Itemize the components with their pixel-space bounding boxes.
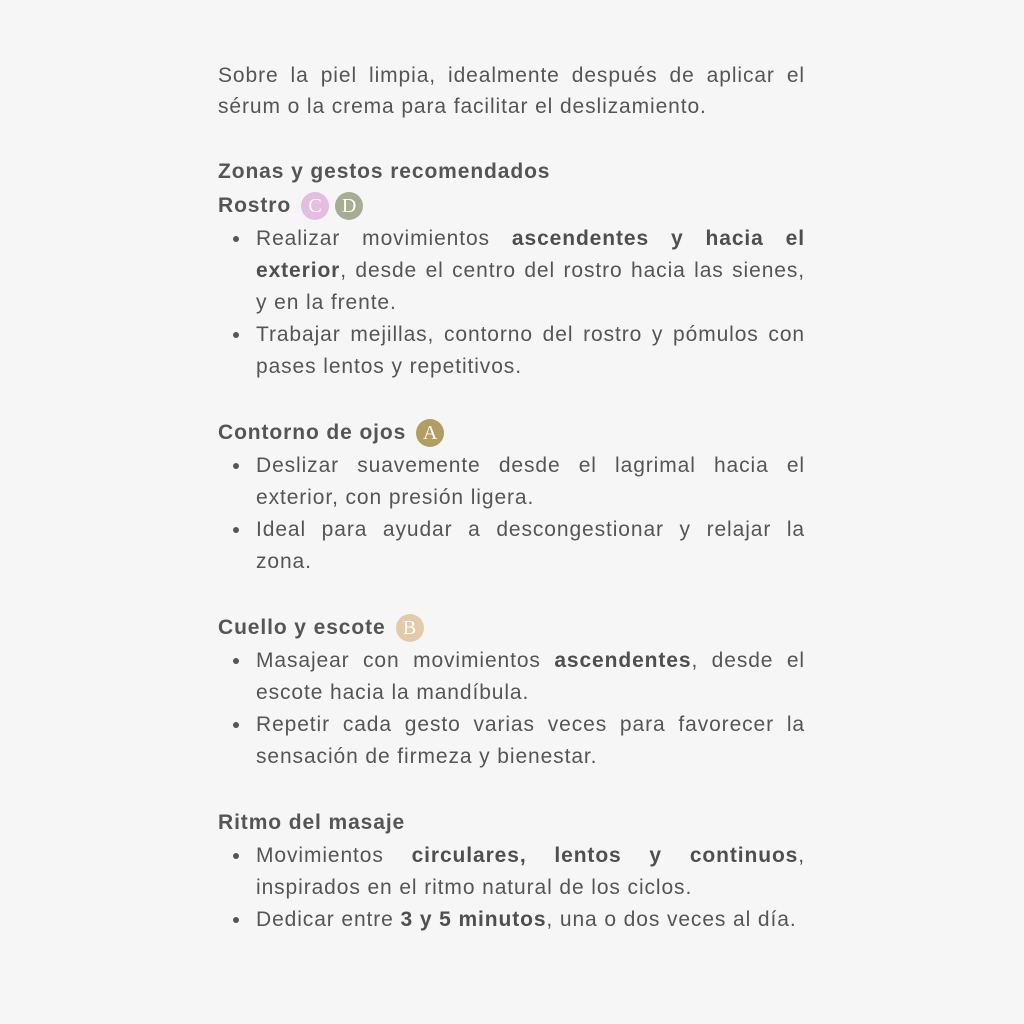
list-item: Realizar movimientos ascendentes y hacia el exterior, desde el centro del rostro hacia las sienes, y en la frente. [218, 223, 805, 319]
list-item: Movimientos circulares, lentos y continuos, inspirados en el ritmo natural de los ciclos. [218, 840, 805, 904]
section-title: Zonas y gestos recomendados [218, 160, 551, 183]
cuello-heading [218, 611, 805, 645]
product-d-badge-icon: D [335, 192, 363, 220]
ritmo-title: Ritmo del masaje [218, 811, 406, 834]
list-item: Trabajar mejillas, contorno del rostro y pómulos con pases lentos y repetitivos. [218, 319, 805, 383]
cuello-list [218, 645, 805, 773]
product-a-badge-icon: A [416, 419, 444, 447]
ojos-badges [416, 419, 444, 447]
ojos-title: Contorno de ojos [218, 421, 407, 444]
instructions-document [218, 60, 805, 969]
product-b-badge-icon: B [396, 614, 424, 642]
list-item: Masajear con movimientos ascendentes, desde el escote hacia la mandíbula. [218, 645, 805, 709]
list-item: Dedicar entre 3 y 5 minutos, una o dos veces al día. [218, 904, 805, 936]
ritmo-list [218, 840, 805, 936]
rostro-list [218, 223, 805, 383]
list-item: Repetir cada gesto varias veces para favorecer la sensación de firmeza y bienestar. [218, 709, 805, 773]
rostro-title: Rostro [218, 194, 292, 217]
intro-paragraph: Sobre la piel limpia, idealmente después de aplicar el sérum o la crema para facilitar el deslizamiento. [218, 64, 805, 118]
ojos-heading [218, 416, 805, 450]
product-c-badge-icon: C [301, 192, 329, 220]
rostro-heading [218, 189, 805, 223]
cuello-badges [396, 614, 424, 642]
rostro-badges [301, 192, 363, 220]
list-item: Deslizar suavemente desde el lagrimal hacia el exterior, con presión ligera. [218, 450, 805, 514]
list-item: Ideal para ayudar a descongestionar y relajar la zona. [218, 514, 805, 578]
cuello-title: Cuello y escote [218, 616, 386, 639]
ojos-list [218, 450, 805, 578]
